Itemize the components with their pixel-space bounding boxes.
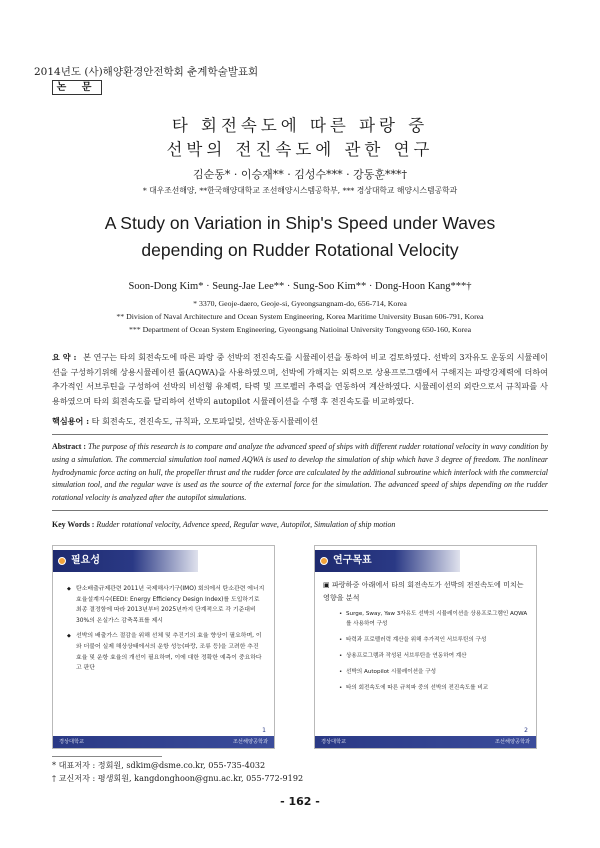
footnotes [52, 759, 303, 785]
english-keywords [52, 520, 395, 529]
divider-top [52, 434, 548, 435]
slide-2-header [315, 550, 460, 572]
korean-title-line-2: 선박의 전진속도에 관한 연구 [166, 140, 434, 159]
slide-2-item: • 타력과 프로펠러력 계산을 위해 추가적인 서브루틴의 구성 [339, 635, 529, 645]
slide-2-item: • 타의 회전속도에 따른 규칙파 중의 선박의 전진속도를 비교 [339, 683, 529, 693]
slide-2-title: 연구목표 [333, 555, 372, 566]
page-number: - 162 - [280, 795, 320, 808]
korean-keywords-text: 타 회전속도, 전진속도, 규칙파, 오토파일럿, 선박운동시뮬레이션 [91, 416, 319, 426]
bullet-dot-icon [58, 557, 66, 565]
english-abstract-label: Abstract : [52, 442, 87, 451]
slide-2-footer-left: 경상대학교 [321, 739, 347, 745]
english-abstract [52, 441, 548, 505]
footnote-divider [52, 756, 162, 757]
conference-header: 2014년도 (사)해양환경안전학회 춘계학술발표회 [34, 66, 259, 78]
paper-type-label: 논 문 [52, 80, 102, 95]
slide-1-title: 필요성 [71, 555, 100, 566]
bullet-dot-icon [320, 557, 328, 565]
slide-necessity [52, 545, 275, 749]
slide-1-footer-right: 조선해양공학과 [232, 739, 268, 745]
slide-2-list [339, 609, 529, 699]
english-title-line-1: A Study on Variation in Ship's Speed under Waves [104, 213, 496, 233]
slide-1-footer-left: 경상대학교 [59, 739, 85, 745]
slide-2-item: • 상용프로그램과 작성된 서브루틴을 연동하여 계산 [339, 651, 529, 661]
slide-2-footer [315, 736, 536, 748]
english-abstract-text: The purpose of this research is to compare and analyze the advanced speed of ships with different rudder rotational velocity in wavy condition by using a simulation. The commercial simulation tool named AQWA is used to develop the simulation of ship which have 3 degree of freedom. The nonlinear hydrodynamic force acting on hull, the propeller thrust and the rudder force are calculated by the additional subroutine which interlock with the commercial simulation tool, and the regular wave is used as the source of the external force for the simulation. The advanced speed of ships depending on the rudder rotational velocity is analyzed after the autopilot simulations. [52, 442, 548, 503]
korean-title-line-1: 타 회전속도에 따른 파랑 중 [171, 116, 429, 135]
english-keywords-text: Rudder rotational velocity, Advence speed, Regular wave, Autopilot, Simulation of ship motion [96, 520, 396, 529]
english-keywords-label: Key Words : [52, 520, 95, 529]
slide-1-item: ◆ 탄소배출규제관련 2011년 국제해사기구(IMO) 회의에서 탄소관련 에너지효율설계지수(EEDI: Energy Efficiency Design Index)를 도입하기로 최종 결정함에 따라 2013년부터 2025년까지 단계적으로 각 기준대비 30%의 온실가스 감축목표를 제시 [67, 584, 265, 626]
korean-abstract-text: 본 연구는 타의 회전속도에 따른 파랑 중 선박의 전진속도를 시뮬레이션을 통하여 비교 검토하였다. 선박의 3자유도 운동의 시뮬레이션을 구성하기위해 상용시뮬레이션 툴(AQWA)을 사용하였으며, 선박에 가해지는 외력으로 상용프로그램에서 구해지는 파랑강제력에 더하여 추가적인 서브루틴을 구성하여 선박의 비선형 유체력, 타력 및 프로펠러 추력을 연동하여 계산하였다. 시뮬레이션의 외란으로서 규칙파를 사용하였으며 타의 회전속도를 달리하여 선박의 autopilot 시뮬레이션을 수행 후 전진속도를 비교하였다. [52, 352, 548, 406]
footnote-contact: † 교신저자 : 평생회원, kangdonghoon@gnu.ac.kr, 055-772-9192 [52, 772, 304, 783]
korean-affiliations: * 대우조선해양, **한국해양대학교 조선해양시스템공학부, *** 경상대학교 해양시스템공학과 [142, 186, 458, 195]
korean-keywords [52, 416, 318, 427]
korean-keywords-label: 핵심용어 : [52, 416, 90, 426]
slide-1-header [53, 550, 198, 572]
slide-1-body [67, 584, 265, 679]
slide-research-goal [314, 545, 537, 749]
slide-2-item: • 선박의 Autopilot 시뮬레이션을 구성 [339, 667, 529, 677]
english-affiliation-2: ** Division of Naval Architecture and Ocean System Engineering, Korea Maritime University Busan 606-791, Korea [116, 312, 484, 321]
slide-1-item: ◆ 선박의 배출가스 절감을 위해 선체 및 추진기의 효율 향상이 필요하며, 이와 더불어 실제 해상상태에서의 운항 성능(파랑, 조류 등)을 고려한 추진 효율 및 운항 효율의 개선이 필요하며, 이에 대한 정확한 예측이 중요하다고 판단 [67, 631, 265, 673]
korean-abstract [52, 350, 548, 408]
divider-bottom [52, 510, 548, 511]
slide-1-footer [53, 736, 274, 748]
english-title-line-2: depending on Rudder Rotational Velocity [141, 240, 459, 260]
english-affiliation-1: * 3370, Geoje-daero, Geoje-si, Gyeongsangnam-do, 656-714, Korea [193, 299, 407, 308]
korean-authors: 김순동* · 이승재** · 김성수*** · 강동훈***† [193, 168, 407, 181]
slide-1-page-number: 1 [262, 727, 266, 734]
slide-2-item: • Surge, Sway, Yaw 3자유도 선박의 시뮬레이션을 상용프로그램인 AQWA를 사용하여 구성 [339, 609, 529, 629]
korean-abstract-label: 요 약 : [52, 352, 77, 362]
footnote-corresponding: * 대표저자 : 정회원, sdkim@dsme.co.kr, 055-735-4032 [52, 760, 266, 770]
slide-2-page-number: 2 [524, 727, 528, 734]
slide-2-footer-right: 조선해양공학과 [494, 739, 530, 745]
slide-2-intro: ▣ 파랑하중 아래에서 타의 회전속도가 선박의 전진속도에 미치는 영향을 분석 [323, 580, 524, 602]
english-authors: Soon-Dong Kim* · Seung-Jae Lee** · Sung-Soo Kim** · Dong-Hoon Kang***† [128, 281, 472, 292]
english-affiliation-3: *** Department of Ocean System Engineering, Gyeongsang Natioinal University Tongyeong 650-160, Korea [128, 325, 472, 334]
